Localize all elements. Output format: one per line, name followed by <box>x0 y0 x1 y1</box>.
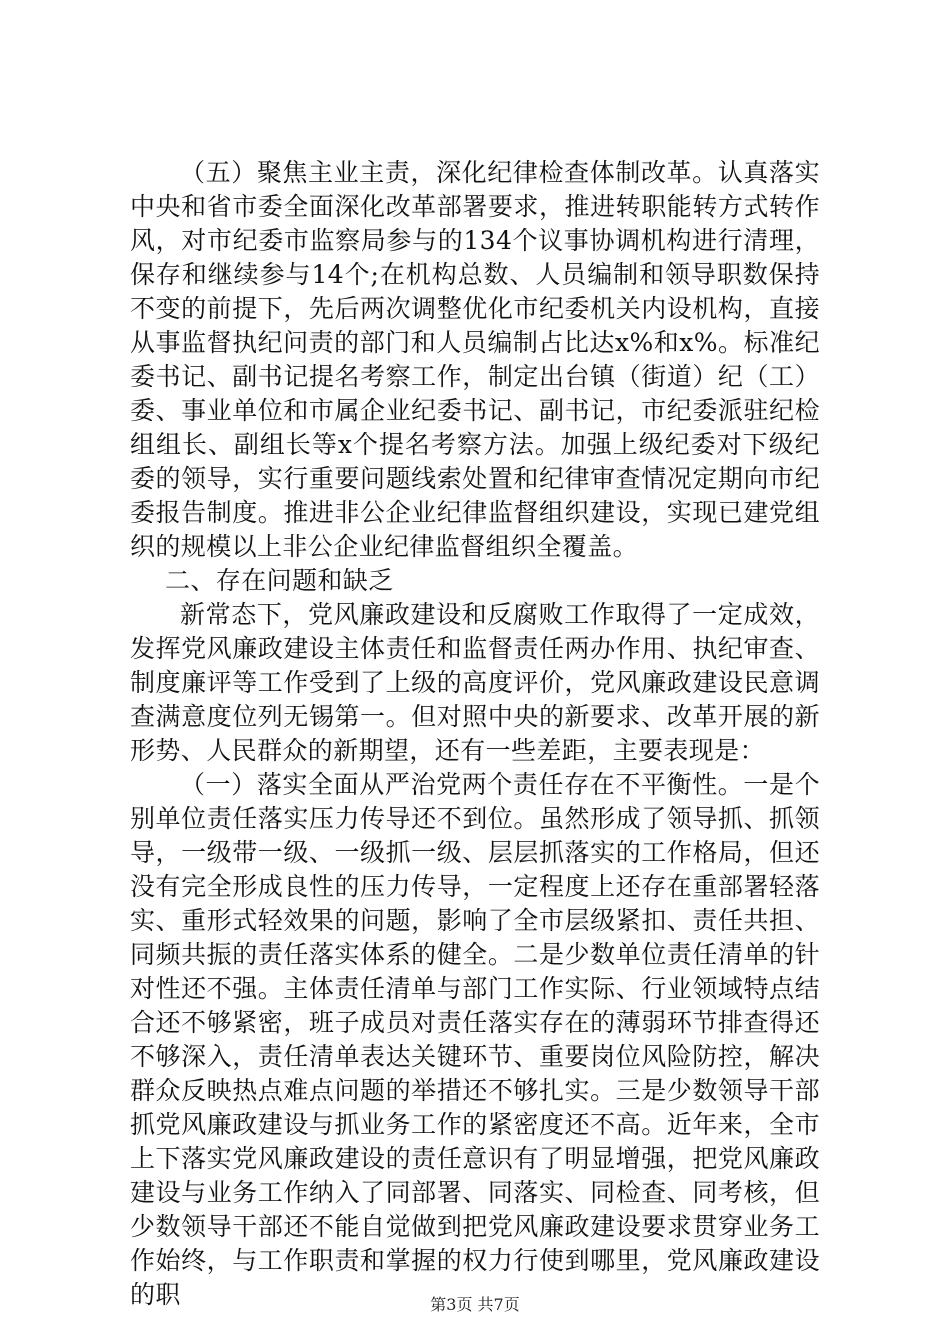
page-footer: 第3页 共7页 <box>430 1295 520 1314</box>
paragraph-overview: 新常态下，党风廉政建设和反腐败工作取得了一定成效，发挥党风廉政建设主体责任和监督责任两办作用、执纪审查、制度廉评等工作受到了上级的高度评价，党风廉政建设民意调查满意度位列无锡第一。但对照中央的新要求、改革开展的新形势、人民群众的新期望，还有一些差距，主要表现是： <box>130 600 820 765</box>
paragraph-reform: （五）聚焦主业主责，深化纪律检查体制改革。认真落实中央和省市委全面深化改革部署要求，推进转职能转方式转作风，对市纪委市监察局参与的134个议事协调机构进行清理，保存和继续参与14个;在机构总数、人员编制和领导职数保持不变的前提下，先后两次调整优化市纪委机关内设机构，直接从事监督执纪问责的部门和人员编制占比达x%和x%。标准纪委书记、副书记提名考察工作，制定出台镇（街道）纪（工）委、事业单位和市属企业纪委书记、副书记，市纪委派驻纪检组组长、副组长等x个提名考察方法。加强上级纪委对下级纪委的领导，实行重要问题线索处置和纪律审查情况定期向市纪委报告制度。推进非公企业纪律监督组织建设，实现已建党组织的规模以上非公企业纪律监督组织全覆盖。 <box>130 158 820 561</box>
section-heading-problems: 二、存在问题和缺乏 <box>165 566 394 595</box>
document-body <box>130 156 820 1312</box>
paragraph-responsibility: （一）落实全面从严治党两个责任存在不平衡性。一是个别单位责任落实压力传导还不到位。虽然形成了领导抓、抓领导，一级带一级、一级抓一级、层层抓落实的工作格局，但还没有完全形成良性的压力传导，一定程度上还存在重部署轻落实、重形式轻效果的问题，影响了全市层级紧扣、责任共担、同频共振的责任落实体系的健全。二是少数单位责任清单的针对性还不强。主体责任清单与部门工作实际、行业领域特点结合还不够紧密，班子成员对责任落实存在的薄弱环节排查得还不够深入，责任清单表达关键环节、重要岗位风险防控，解决群众反映热点难点问题的举措还不够扎实。三是少数领导干部抓党风廉政建设与抓业务工作的紧密度还不高。近年来，全市上下落实党风廉政建设的责任意识有了明显增强，把党风廉政建设与业务工作纳入了同部署、同落实、同检查、同考核，但少数领导干部还不能自觉做到把党风廉政建设要求贯穿业务工作始终，与工作职责和掌握的权力行使到哪里，党风廉政建设的职 <box>130 770 820 1309</box>
